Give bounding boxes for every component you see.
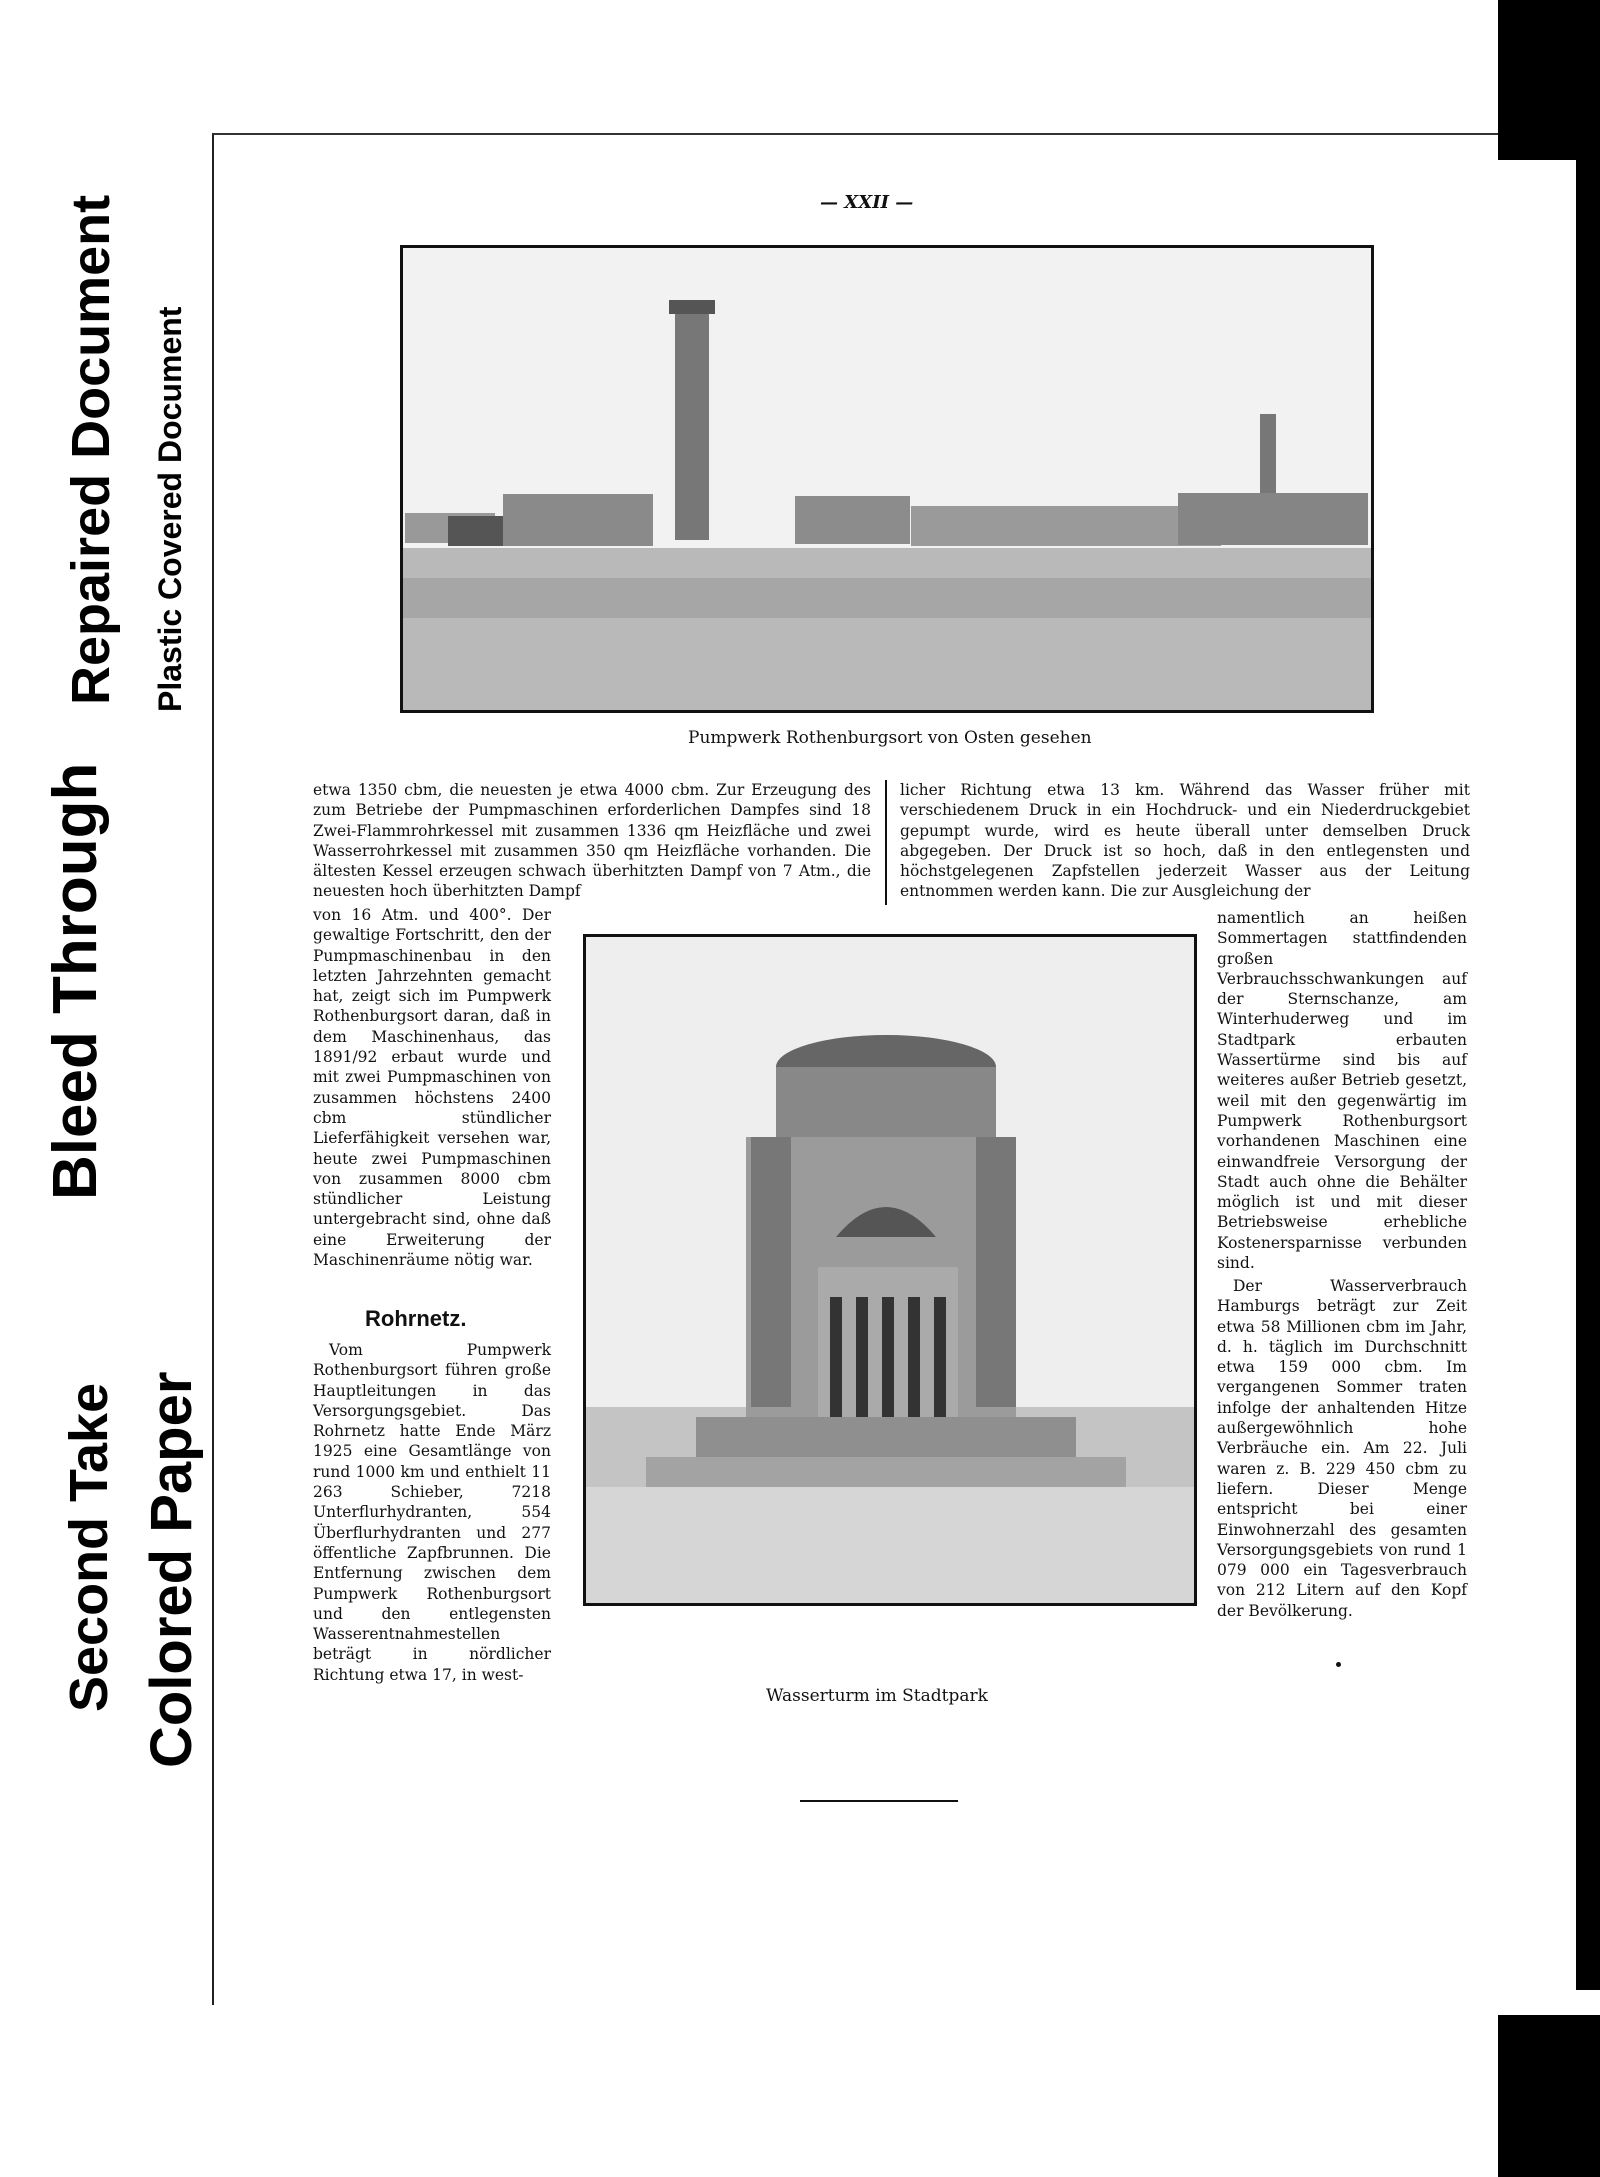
text-top-left: etwa 1350 cbm, die neuesten je etwa 4000 cbm. Zur Erzeugung des zum Betriebe der Pumpmaschinen erforderlichen Dampfes sind 18 Zwei-Flammrohrkessel mit zusammen 1336 qm Heizfläche und zwei Wasserrohrkessel mit zusammen 350 qm Heizfläche vorhanden. Die ältesten Kessel erzeugen schwach überhitzten Dampf von 7 Atm., die neuesten hoch überhitzten Dampf — [313, 781, 871, 901]
scan-edge-bottom — [1498, 2015, 1600, 2177]
photo-wasserturm — [583, 934, 1197, 1606]
figure2-caption: Wasserturm im Stadtpark — [766, 1686, 988, 1706]
sticker-colored-paper: Colored Paper — [139, 1371, 204, 1768]
text-top-right: licher Richtung etwa 13 km. Während das Wasser früher mit verschiedenem Druck in ein Hochdruck- und ein Niederdruckgebiet gepumpt wurde, wird es heute überall unter demselben Druck abgegeben. Der Druck ist so hoch, daß in den entlegensten und höchstgelegenen Zapfstellen jederzeit Wasser aus der Leitung entnommen werden kann. Die zur Ausgleichung der — [900, 781, 1470, 901]
pumpwerk-illustration — [403, 248, 1371, 710]
bottom-rule — [800, 1800, 958, 1802]
figure1-caption: Pumpwerk Rothenburgsort von Osten gesehen — [688, 728, 1092, 748]
photo-pumpwerk — [400, 245, 1374, 713]
sticker-plastic-covered: Plastic Covered Document — [152, 306, 188, 712]
page-number: — XXII — — [820, 192, 914, 213]
scan-edge-right — [1576, 150, 1600, 1990]
text-left-column: von 16 Atm. und 400°. Der gewaltige Fortschritt, den der Pumpmaschinenbau in den letzten Jahrzehnten gemacht hat, zeigt sich im Pumpwerk Rothenburgsort daran, daß in dem Maschinenhaus, das 1891/92 erbaut wurde und mit zwei Pumpmaschinen von zusammen höchstens 2400 cbm stündlicher Lieferfähigkeit versehen war, heute zwei Pumpmaschinen von zusammen 8000 cbm stündlicher Leistung untergebracht sind, ohne daß eine Erweiterung der Maschinenräume nötig war. — [313, 906, 551, 1270]
sticker-repaired-document: Repaired Document — [61, 194, 121, 705]
decorative-dot — [1336, 1662, 1341, 1667]
text-right-column: namentlich an heißen Sommertagen stattfindenden großen Verbrauchsschwankungen auf der Sternschanze, am Winterhuderweg und im Stadtpark erbauten Wassertürme sind bis auf weiteres außer Betrieb gesetzt, weil mit den gegenwärtig im Pumpwerk Rothenburgsort vorhandenen Maschinen eine einwandfreie Versorgung der Stadt auch ohne die Behälter möglich ist und mit dieser Betriebsweise erhebliche Kostenersparnisse verbunden sind. — [1217, 909, 1467, 1273]
column-divider — [885, 780, 887, 905]
sticker-second-take: Second Take — [59, 1382, 119, 1712]
wasserturm-illustration — [586, 937, 1194, 1603]
heading-rohrnetz: Rohrnetz. — [365, 1306, 467, 1331]
text-left-column-2: Vom Pumpwerk Rothenburgsort führen große Hauptleitungen in das Versorgungsgebiet. Das Rohrnetz hatte Ende März 1925 eine Gesamtlänge von rund 1000 km und enthielt 11 263 Schieber, 7218 Unterflurhydranten, 554 Überflurhydranten und 277 öffentliche Zapfbrunnen. Die Entfernung zwischen dem Pumpwerk Rothenburgsort und den entlegensten Wasserentnahmestellen beträgt in nördlicher Richtung etwa 17, in west- — [313, 1341, 551, 1684]
text-right-column-2: Der Wasserverbrauch Hamburgs beträgt zur Zeit etwa 58 Millionen cbm im Jahr, d. h. täglich im Durchschnitt etwa 159 000 cbm. Im vergangenen Sommer traten infolge der anhaltenden Hitze außergewöhnlich hohe Verbräuche ein. Am 22. Juli waren z. B. 229 450 cbm zu liefern. Dieser Menge entspricht bei einer Einwohnerzahl des gesamten Versorgungsgebiets von rund 1 079 000 ein Tagesverbrauch von 212 Litern auf den Kopf der Bevölkerung. — [1217, 1277, 1467, 1620]
sticker-bleed-through: Bleed Through — [41, 762, 110, 1200]
scan-edge-top — [1498, 0, 1600, 160]
